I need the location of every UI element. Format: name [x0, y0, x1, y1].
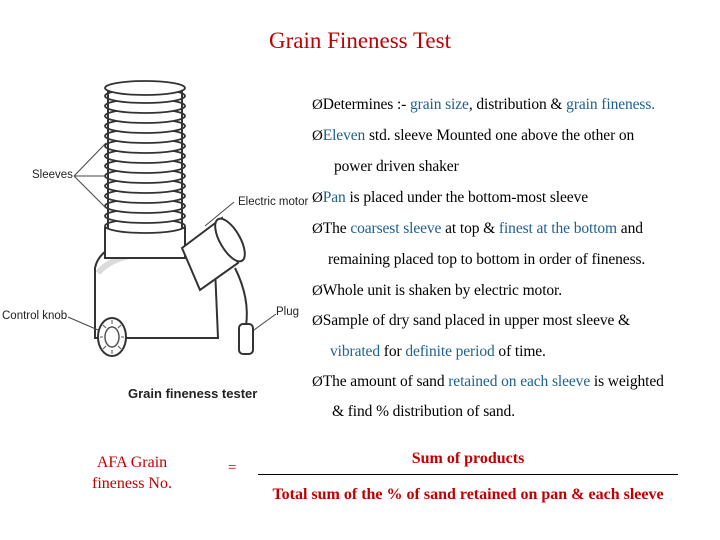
bullet-item: ØThe amount of sand retained on each sleeve is weighted	[312, 373, 664, 390]
sleeves-stack	[105, 81, 185, 233]
page-title: Grain Fineness Test	[269, 28, 451, 53]
label-electric-motor: Electric motor	[238, 196, 309, 208]
plug-shape	[239, 324, 253, 354]
grain-fineness-tester-figure	[0, 68, 312, 413]
fraction-bar	[258, 474, 678, 475]
bullet-arrow-icon: Ø	[312, 313, 323, 329]
power-cable	[235, 268, 247, 326]
figure-caption: Grain fineness tester	[128, 386, 258, 401]
bullet-continuation: power driven shaker	[334, 158, 459, 175]
label-sleeves: Sleeves	[32, 169, 73, 181]
bullet-continuation: & find % distribution of sand.	[332, 403, 515, 420]
bullet-item: ØPan is placed under the bottom-most sleeve	[312, 189, 589, 206]
bullet-continuation: vibrated for definite period of time.	[330, 343, 546, 360]
bullet-arrow-icon: Ø	[312, 190, 323, 206]
bullet-item: ØDetermines :- grain size, distribution & grain fineness.	[312, 96, 656, 113]
bullet-arrow-icon: Ø	[312, 374, 323, 390]
bullet-item: ØThe coarsest sleeve at top & finest at the bottom and	[312, 220, 643, 237]
label-control-knob: Control knob	[2, 310, 68, 322]
bullet-arrow-icon: Ø	[312, 128, 323, 144]
afa-grain-fineness-label: AFA Grain fineness No.	[92, 454, 172, 492]
tester-illustration	[0, 68, 312, 413]
bullet-continuation: remaining placed top to bottom in order of fineness.	[328, 251, 646, 268]
bullet-arrow-icon: Ø	[312, 283, 323, 299]
label-plug: Plug	[276, 306, 300, 318]
bullet-item: ØWhole unit is shaken by electric motor.	[312, 282, 563, 299]
bullet-arrow-icon: Ø	[312, 97, 323, 113]
formula-numerator: Sum of products	[411, 450, 525, 467]
formula-denominator: Total sum of the % of sand retained on pan & each sleeve	[272, 486, 664, 503]
bullet-arrow-icon: Ø	[312, 221, 323, 237]
bullet-item: ØSample of dry sand placed in upper most sleeve &	[312, 312, 631, 329]
bullet-item: ØEleven std. sleeve Mounted one above the other on	[312, 127, 635, 144]
equals-sign: =	[228, 460, 237, 476]
